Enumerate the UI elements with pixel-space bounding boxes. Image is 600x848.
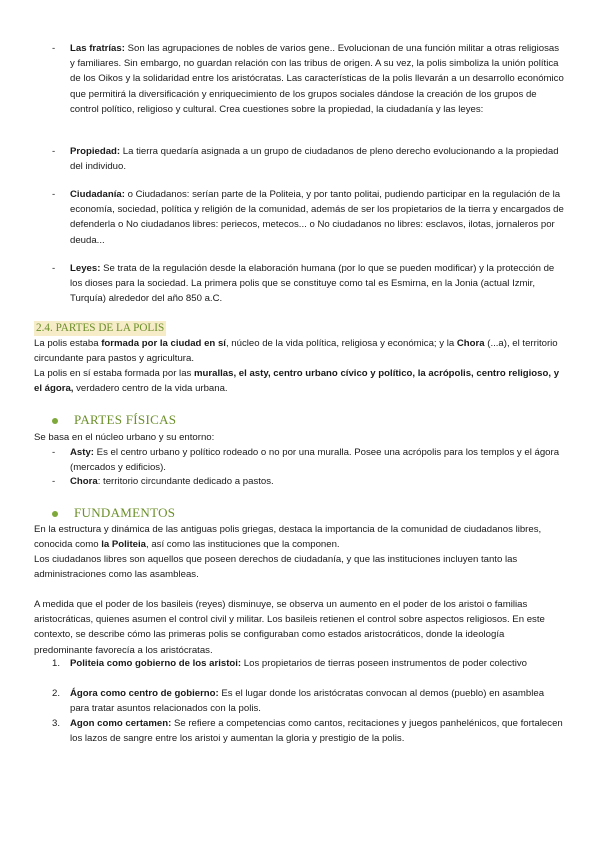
list-item-term: Politeia como gobierno de los aristoi:: [70, 658, 242, 669]
text-run: verdadero centro de la vida urbana.: [73, 383, 228, 395]
fundamentos-heading: FUNDAMENTOS: [74, 505, 176, 520]
text-run: , núcleo de la vida política, religiosa y económica; y la: [225, 338, 457, 349]
bullet-dot-icon: [52, 511, 58, 517]
ciudadania-term: Ciudadanía:: [70, 189, 125, 200]
partes-fisicas-heading: PARTES FÍSICAS: [74, 412, 177, 427]
text-run: , así como las instituciones que la componen.: [146, 539, 340, 551]
dash-bullet: -: [52, 476, 56, 487]
text-run: En la estructura y dinámica de las antiguas polis griegas, destaca la importancia de la comunidad de ciudadanos libres, conocida como: [34, 524, 542, 551]
list-item-text: Los propietarios de tierras poseen instrumentos de poder colectivo: [241, 658, 527, 669]
leyes-term: Leyes:: [70, 263, 101, 274]
bold-run: murallas, el asty, centro urbano cívico y político, la acrópolis, centro religioso, y el ágora,: [34, 368, 560, 395]
dash-bullet: -: [52, 447, 56, 458]
list-item-term: Ágora como centro de gobierno:: [70, 688, 219, 699]
bold-run: la Politeia: [101, 539, 146, 551]
chora-text: : territorio circundante dedicado a pastos.: [97, 476, 274, 487]
text-run: La polis en sí estaba formada por las: [34, 368, 194, 379]
list-item-term: Agon como certamen:: [70, 718, 172, 729]
list-item: [70, 716, 564, 746]
bold-run: formada por la ciudad en sí: [101, 338, 226, 349]
section-paragraph-1: [34, 336, 564, 366]
propiedad-text: La tierra quedaría asignada a un grupo de ciudadanos de pleno derecho evolucionando a la propiedad del individuo.: [70, 146, 559, 173]
dash-bullet: -: [52, 263, 56, 274]
asty-item: [70, 445, 564, 475]
list-item: [70, 656, 564, 671]
list-number: 3.: [52, 718, 61, 729]
ciudadania-item: [70, 187, 564, 248]
fundamentos-paragraph-2: Los ciudadanos libres son aquellos que poseen derechos de ciudadanía, y que las instituciones incluyen tanto las administraciones como las asambleas.: [34, 554, 518, 581]
asty-text: Es el centro urbano y político rodeado o no por una muralla. Posee una acrópolis para los templos y el ágora (mercados y edificios).: [70, 447, 560, 474]
dash-bullet: -: [52, 146, 56, 157]
fundamentos-paragraph-1: [34, 522, 564, 552]
fratrias-term: Las fratrías:: [70, 43, 125, 54]
leyes-item: [70, 261, 564, 307]
fundamentos-paragraph-3: A medida que el poder de los basileis (reyes) disminuye, se observa un aumento en el poder de los aristoi o familias aristocráticas, quienes asumen el control civil y militar. Los basileis retienen el control sobre aspectos religiosos. En este contexto, se describe cómo las primeras polis se configuraban como estados aristocráticos, donde la ideología predominante favorecía a los aristócratas.: [34, 599, 545, 656]
bold-run: Chora: [456, 338, 485, 349]
section-heading: 2.4. PARTES DE LA POLIS: [36, 322, 165, 334]
section-paragraph-2: [34, 366, 564, 396]
dash-bullet: -: [52, 189, 56, 200]
ciudadania-text: o Ciudadanos: serían parte de la Politeia, y por tanto politai, pudiendo participar en la regulación de la economía, sociedad, política y religión de la comunidad, además de ser los propietarios de la tierra y encargados de defenderla o No ciudadanos libres: periecos, metecos... o No ciudadanos no libres: esclavos, ilotas, jornaleros por deuda...: [70, 189, 564, 246]
asty-term: Asty:: [70, 447, 94, 458]
fratrias-item: [70, 41, 564, 117]
leyes-text: Se trata de la regulación desde la elaboración humana (por lo que se pueden modificar) y la protección de los dioses para la sociedad. La primera polis que se constituye como tal es Esmirna, en la Jonia (actual Izmir, Turquía) alrededor del año 850 a.C.: [70, 263, 555, 305]
fratrias-text: Son las agrupaciones de nobles de varios gene.. Evolucionan de una función militar a otras religiosas y familiares. Sin embargo, no guardan relación con las tribus de origen. A su vez, la polis simboliza la unión política de los Oikos y la solidaridad entre los aristócratas. Las características de la polis llevarán a un desarrollo económico que permitirá la diversificación y enriquecimiento de los grupos sociales dándose la creación de los grupos de control político, religioso y cultural. Crea cuestiones sobre la propiedad, la ciudadanía y las leyes:: [70, 43, 564, 115]
text-run: (...a), el territorio circundante para pastos y agricultura.: [34, 338, 558, 365]
chora-item: [70, 474, 564, 489]
partes-fisicas-intro: Se basa en el núcleo urbano y su entorno:: [34, 432, 215, 443]
text-run: La polis estaba: [34, 338, 102, 349]
list-number: 2.: [52, 688, 61, 699]
list-item-text: Es el lugar donde los aristócratas convocan al demos (pueblo) en asamblea para tratar asuntos relacionados con la polis.: [70, 688, 545, 715]
propiedad-term: Propiedad:: [70, 146, 121, 157]
list-number: 1.: [52, 658, 61, 669]
list-item-text: Se refiere a competencias como cantos, recitaciones y juegos panhelénicos, que fortalecen los lazos de sangre entre los aristoi y aumentan la gloria y prestigio de la polis.: [70, 718, 563, 745]
list-item: [70, 686, 564, 716]
bullet-dot-icon: [52, 418, 58, 424]
chora-term: Chora: [70, 476, 98, 487]
dash-bullet: -: [52, 43, 56, 54]
propiedad-item: [70, 144, 564, 174]
